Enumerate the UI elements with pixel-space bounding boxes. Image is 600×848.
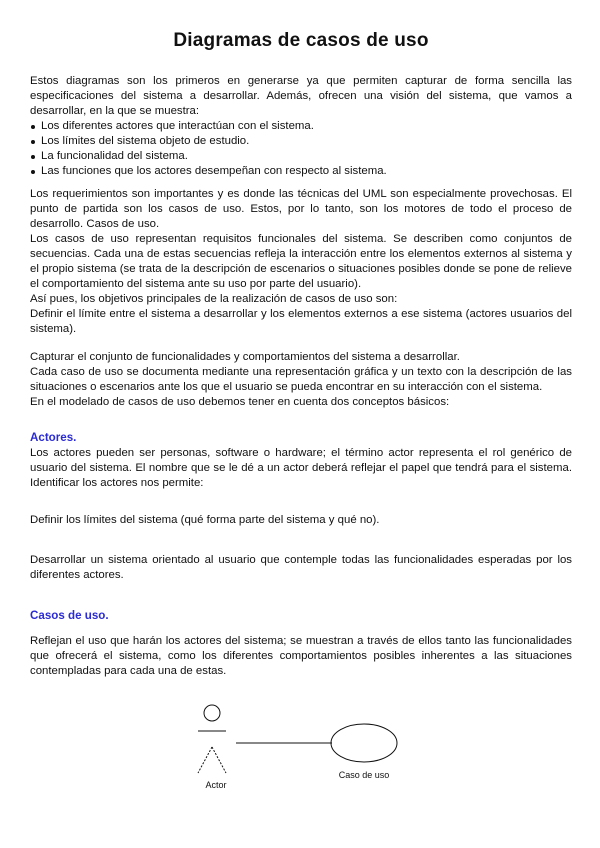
requirements-section [30, 187, 572, 337]
requirements-paragraph: Los requerimientos son importantes y es donde las técnicas del UML son especialmente provechosas. El punto de partida son los casos de uso. Estos, por lo tanto, son los motores de todo el proceso de desarrollo. Casos de uso. [30, 188, 572, 230]
actor-head [204, 705, 220, 721]
limits-paragraph: Definir los límites del sistema (qué forma parte del sistema y qué no). [30, 514, 380, 526]
intro-paragraph: Estos diagramas son los primeros en generarse ya que permiten capturar de forma sencilla las especificaciones del sistema a desarrollar. Además, ofrecen una visión del sistema, que vamos a desarrollar, en la que se muestra: [30, 75, 572, 117]
list-item: La funcionalidad del sistema. [30, 149, 572, 164]
page-title: Diagramas de casos de uso [173, 30, 429, 51]
intro-section [30, 74, 572, 179]
actors-heading: Actores. [30, 431, 77, 444]
actor-label: Actor [205, 780, 227, 790]
actors-section [30, 446, 572, 491]
use-case-label: Caso de uso [338, 770, 390, 780]
list-item: Las funciones que los actores desempeñan con respecto al sistema. [30, 164, 572, 179]
actors-paragraph: Los actores pueden ser personas, software o hardware; el término actor representa el rol genérico de usuario del sistema. El nombre que se le dé a un actor deberá reflejar el papel que tendrá para el sistema. Identificar los actores nos permite: [30, 447, 572, 489]
objectives-paragraph: Así pues, los objetivos principales de la realización de casos de uso son: [30, 293, 398, 305]
use-case-diagram [30, 695, 572, 795]
documentation-paragraph: Cada caso de uso se documenta mediante una representación gráfica y un texto con la descripción de las situaciones o escenarios ante los que el usuario se pueda encontrar en su interacción con el sistema. [30, 366, 572, 393]
bullet-list [30, 119, 572, 179]
use-cases-paragraph: Reflejan el uso que harán los actores del sistema; se muestran a través de ellos tanto las funcionalidades que ofrecerá el sistema, como los diferentes comportamientos posibles inherentes a las situaciones contempladas para cada una de estas. [30, 635, 572, 677]
capture-section [30, 350, 572, 410]
capture-paragraph: Capturar el conjunto de funcionalidades y comportamientos del sistema a desarrollar. [30, 351, 460, 363]
list-item: Los límites del sistema objeto de estudio. [30, 134, 572, 149]
develop-paragraph: Desarrollar un sistema orientado al usuario que contemple todas las funcionalidades esperadas por los diferentes actores. [30, 554, 572, 581]
sequences-paragraph: Los casos de uso representan requisitos funcionales del sistema. Se describen como conjuntos de secuencias. Cada una de estas secuencias refleja la interacción entre los elementos externos al sistema y el propio sistema (se trata de la descripción de escenarios o situaciones posibles donde se pone de relieve el comportamiento del sistema ante su uso por parte del usuario). [30, 233, 572, 290]
define-boundary-paragraph: Definir el límite entre el sistema a desarrollar y los elementos externos a ese sistema (actores usuarios del sistema). [30, 308, 572, 335]
list-item: Los diferentes actores que interactúan con el sistema. [30, 119, 572, 134]
use-cases-heading: Casos de uso. [30, 609, 109, 622]
use-cases-section [30, 634, 572, 679]
modeling-paragraph: En el modelado de casos de uso debemos tener en cuenta dos conceptos básicos: [30, 396, 450, 408]
develop-section [30, 553, 572, 583]
diagram-canvas [30, 695, 572, 795]
actor-left-leg [198, 747, 212, 773]
actor-right-leg [212, 747, 226, 773]
use-case-ellipse [331, 724, 397, 762]
limits-section [30, 513, 572, 528]
